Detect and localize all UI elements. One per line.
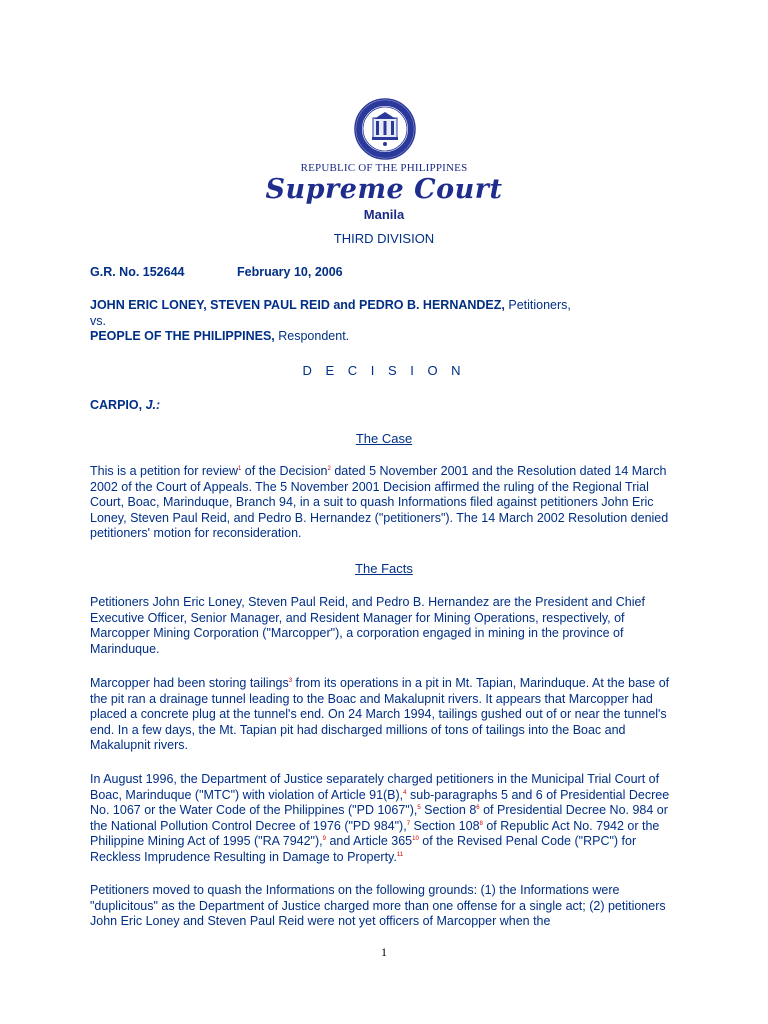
petitioners-role: Petitioners,	[508, 298, 571, 312]
footnote-link[interactable]: 3	[288, 677, 293, 684]
petitioners-line	[90, 298, 690, 314]
respondent-role: Respondent.	[278, 329, 350, 343]
footnote-link[interactable]: 5	[417, 804, 421, 811]
section-heading-case: The Case	[355, 431, 413, 446]
ponente	[90, 398, 690, 414]
footnote-link[interactable]: 4	[403, 789, 407, 796]
division-label: THIRD DIVISION	[333, 231, 435, 246]
court-name: Supreme Court	[265, 174, 503, 205]
footnote-link[interactable]: 8	[479, 820, 483, 827]
section-heading-facts: The Facts	[355, 561, 413, 576]
footnote-link[interactable]: 10	[412, 835, 419, 842]
page-number: 1	[381, 945, 387, 959]
footnote-link[interactable]: 1	[237, 465, 242, 472]
footnote-link[interactable]: 6	[476, 804, 480, 811]
footnote-link[interactable]: 2	[327, 465, 331, 472]
ponente-title: J.:	[145, 398, 161, 412]
ponente-name: CARPIO,	[90, 398, 143, 412]
respondent-name: PEOPLE OF THE PHILIPPINES,	[90, 329, 275, 343]
respondent-line	[90, 329, 690, 345]
decision-date: February 10, 2006	[237, 265, 343, 279]
paragraph-facts-1: Petitioners John Eric Loney, Steven Paul Reid, and Pedro B. Hernandez are the President and Chief Executive Officer, Senior Manager, and Resident Manager for Mining Operations, respectively, of Marcopper Mining Corporation ("Marcopper"), a corporation engaged in mining in the province of Marinduque.	[90, 595, 645, 656]
footnote-link[interactable]: 9	[322, 835, 326, 842]
court-city: Manila	[363, 207, 405, 222]
footnote-link[interactable]: 11	[396, 851, 404, 858]
decision-title: D E C I S I O N	[302, 363, 466, 378]
paragraph-case: This is a petition for review$^1$ of the Decision$^2$ dated 5 November 2001 and the Resolution dated 14 March 2002 of the Court of Appeals. The 5 November 2001 Decision affirmed the ruling of the Regional Trial Court, Boac, Marinduque, Branch 94, in a suit to quash Informations filed against petitioners John Eric Loney, Steven Paul Reid, and Pedro B. Hernandez ("petitioners"). The 14 March 2002 Resolution denied petitioners' motion for reconsideration.	[90, 464, 669, 540]
republic-label: REPUBLIC OF THE PHILIPPINES	[300, 162, 468, 174]
versus-label: vs.	[90, 313, 106, 328]
petitioners-names: JOHN ERIC LONEY, STEVEN PAUL REID and PEDRO B. HERNANDEZ,	[90, 298, 505, 312]
footnote-link[interactable]: 7	[406, 820, 411, 827]
gr-number: G.R. No. 152644	[90, 265, 185, 279]
paragraph-facts-3: In August 1996, the Department of Justice separately charged petitioners in the Municipal Trial Court of Boac, Marinduque ("MTC") with violation of Article 91(B),$^4$ sub-paragraphs 5 and 6 of Presidential Decree No. 1067 or the Water Code of the Philippines ("PD 1067"),$^5$ Section 8$^6$ of Presidential Decree No. 984 or the National Pollution Control Decree of 1976 ("PD 984"),$^7$ Section 108$^8$ of Republic Act No. 7942 or the Philippine Mining Act of 1995 ("RA 7942"),$^9$ and Article 365$^{10}$ of the Revised Penal Code ("RPC") for Reckless Imprudence Resulting in Damage to Property.$^{11}$	[90, 772, 670, 864]
paragraph-facts-4: Petitioners moved to quash the Informations on the following grounds: (1) the Informations were "duplicitous" as the Department of Justice charged more than one offense for a single act; (2) petitioners John Eric Loney and Steven Paul Reid were not yet officers of Marcopper when the	[90, 883, 666, 928]
paragraph-facts-2: Marcopper had been storing tailings$^3$ from its operations in a pit in Mt. Tapian, Marinduque. At the base of the pit ran a drainage tunnel leading to the Boac and Makalupnit rivers. It appears that Marcopper had placed a concrete plug at the tunnel's end. On 24 March 1994, tailings gushed out of or near the tunnel's end. In a few days, the Mt. Tapian pit had discharged millions of tons of tailings into the Boac and Makalupnit rivers.	[90, 676, 670, 752]
case-parties	[90, 298, 690, 345]
case-number-line	[90, 265, 690, 281]
supreme-court-seal-icon	[354, 98, 416, 160]
